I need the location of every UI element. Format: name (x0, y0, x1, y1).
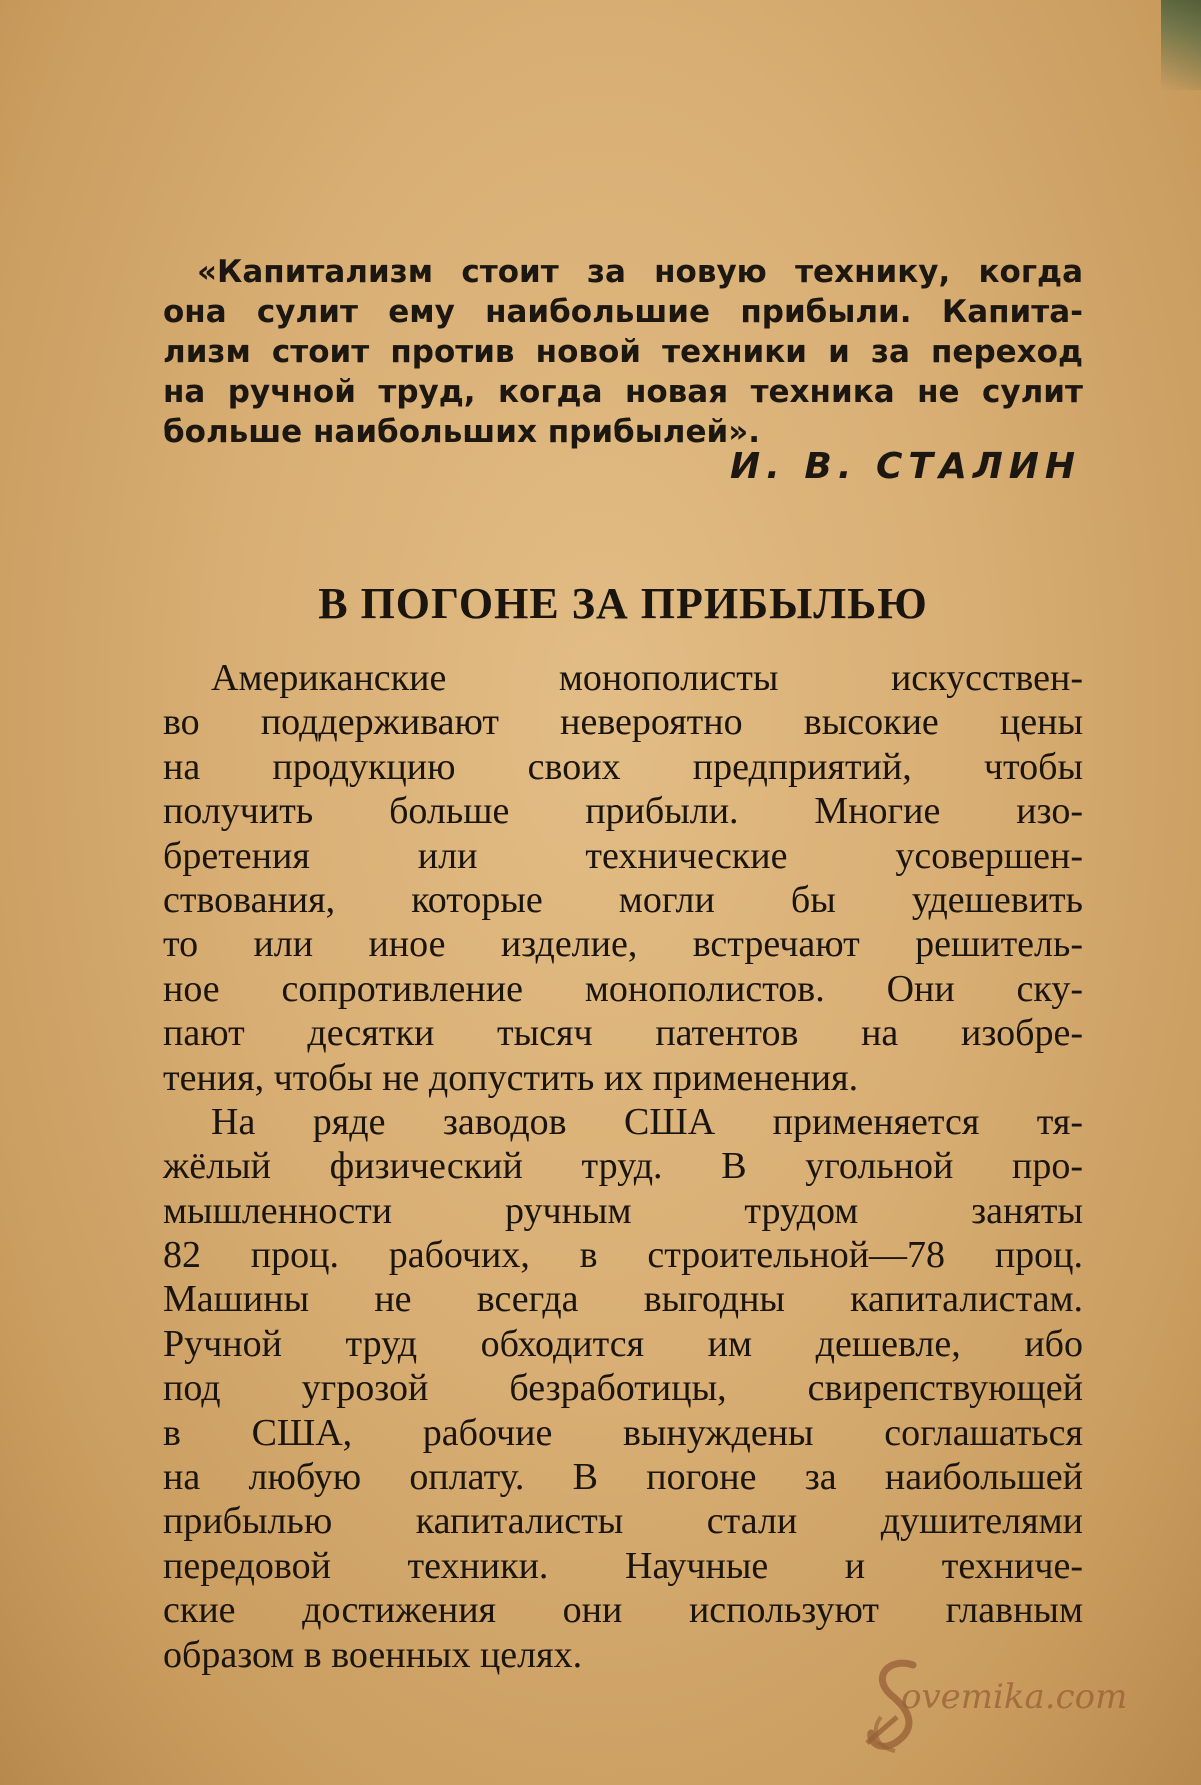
body-line: ствования, которые могли бы удешевить (163, 878, 1083, 921)
body-line: На ряде заводов США применяется тя- (211, 1100, 1083, 1143)
body-line: жёлый физический труд. В угольной про- (163, 1145, 1083, 1188)
body-line: то или иное изделие, встречают решитель- (163, 923, 1083, 966)
body-line: в США, рабочие вынуждены соглашаться (163, 1411, 1083, 1454)
body-line: мышленности ручным трудом заняты (163, 1189, 1083, 1232)
epigraph-line: на ручной труд, когда новая техника не сулит (163, 374, 1083, 410)
epigraph-line: больше наибольших прибылей». (163, 414, 760, 450)
body-line: пают десятки тысяч патентов на изобре- (163, 1012, 1083, 1055)
body-line: получить больше прибыли. Многие изо- (163, 790, 1083, 833)
body-line: под угрозой безработицы, свирепствующей (163, 1367, 1083, 1410)
epigraph-quote (163, 252, 1083, 452)
article-heading: В ПОГОНЕ ЗА ПРИБЫЛЬЮ (318, 579, 928, 628)
body-line: на любую оплату. В погоне за наибольшей (163, 1456, 1083, 1499)
body-line: прибылью капиталисты стали душителями (163, 1500, 1083, 1543)
body-line: образом в военных целях. (163, 1633, 583, 1676)
article-body (163, 656, 1083, 1677)
body-line: 82 проц. рабочих, в строительной—78 проц. (163, 1234, 1083, 1277)
epigraph-author: И. В. СТАЛИН (730, 446, 1081, 487)
body-line: бретения или технические усовершен- (163, 834, 1083, 877)
edge-stain (1161, 0, 1201, 90)
sovetika-watermark (861, 1647, 1161, 1757)
body-line: передовой техники. Научные и техниче- (163, 1544, 1083, 1587)
epigraph-line: она сулит ему наибольшие прибыли. Капита- (163, 294, 1083, 330)
body-line: на продукцию своих предприятий, чтобы (163, 745, 1083, 788)
body-line: Американские монополисты искусствен- (211, 657, 1083, 699)
body-line: Ручной труд обходится им дешевле, ибо (163, 1322, 1083, 1365)
body-line: тения, чтобы не допустить их применения. (163, 1056, 859, 1099)
body-line: Машины не всегда выгодны капиталистам. (163, 1278, 1083, 1321)
epigraph-line: лизм стоит против новой техники и за переход (163, 334, 1083, 370)
watermark-text: oveтika.com (901, 1677, 1128, 1717)
body-line: ное сопротивление монополистов. Они ску- (163, 967, 1083, 1010)
body-line: во поддерживают невероятно высокие цены (163, 701, 1083, 744)
body-line: ские достижения они используют главным (163, 1589, 1083, 1632)
epigraph-line: «Капитализм стоит за новую технику, когда (197, 254, 1083, 290)
